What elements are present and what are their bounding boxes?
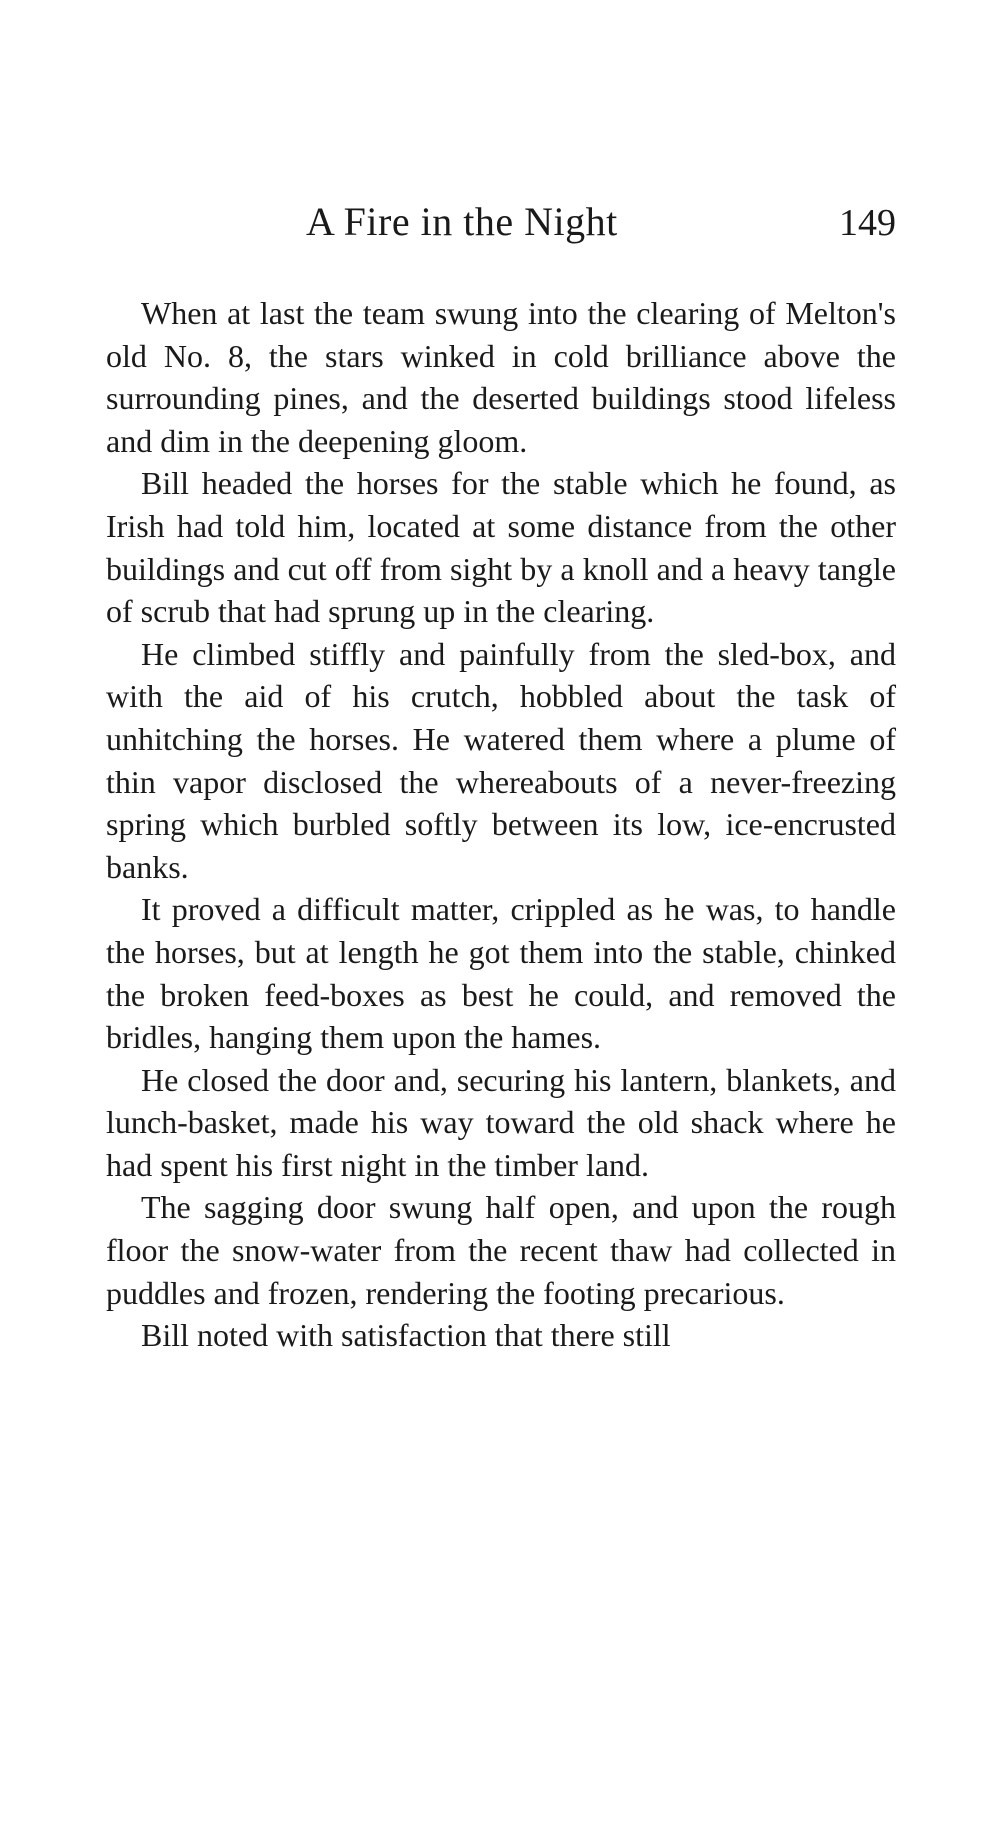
paragraph: He climbed stiffly and painfully from the sled-box, and with the aid of his crutch, hobbled about the task of unhitching the horses. He watered them where a plume of thin vapor disclosed the whereabouts of a never-freezing spring which burbled softly between its low, ice-encrusted banks. xyxy=(106,635,896,885)
paragraph: Bill noted with satisfaction that there still xyxy=(141,1317,671,1354)
paragraph: He closed the door and, securing his lantern, blankets, and lunch-basket, made his way toward the old shack where he had spent his first night in the timber land. xyxy=(106,1061,896,1183)
paragraph: The sagging door swung half open, and upon the rough floor the snow-water from the recent thaw had collected in puddles and frozen, rendering the footing precarious. xyxy=(106,1189,896,1311)
paragraph: When at last the team swung into the clearing of Melton's old No. 8, the stars winked in cold brilliance above the surrounding pines, and the deserted buildings stood lifeless and dim in the deepening gloom. xyxy=(106,295,896,459)
body-text xyxy=(106,292,896,1357)
running-head xyxy=(106,198,896,248)
paragraph: It proved a difficult matter, crippled as he was, to handle the horses, but at length he got them into the stable, chinked the broken feed-boxes as best he could, and removed the bridles, hanging them upon the hames. xyxy=(106,891,896,1056)
page-number: 149 xyxy=(839,202,896,244)
chapter-title: A Fire in the Night xyxy=(306,199,618,244)
paragraph: Bill headed the horses for the stable which he found, as Irish had told him, located at some distance from the other buildings and cut off from sight by a knoll and a heavy tangle of scrub that had sprung up in the clearing. xyxy=(106,465,896,630)
